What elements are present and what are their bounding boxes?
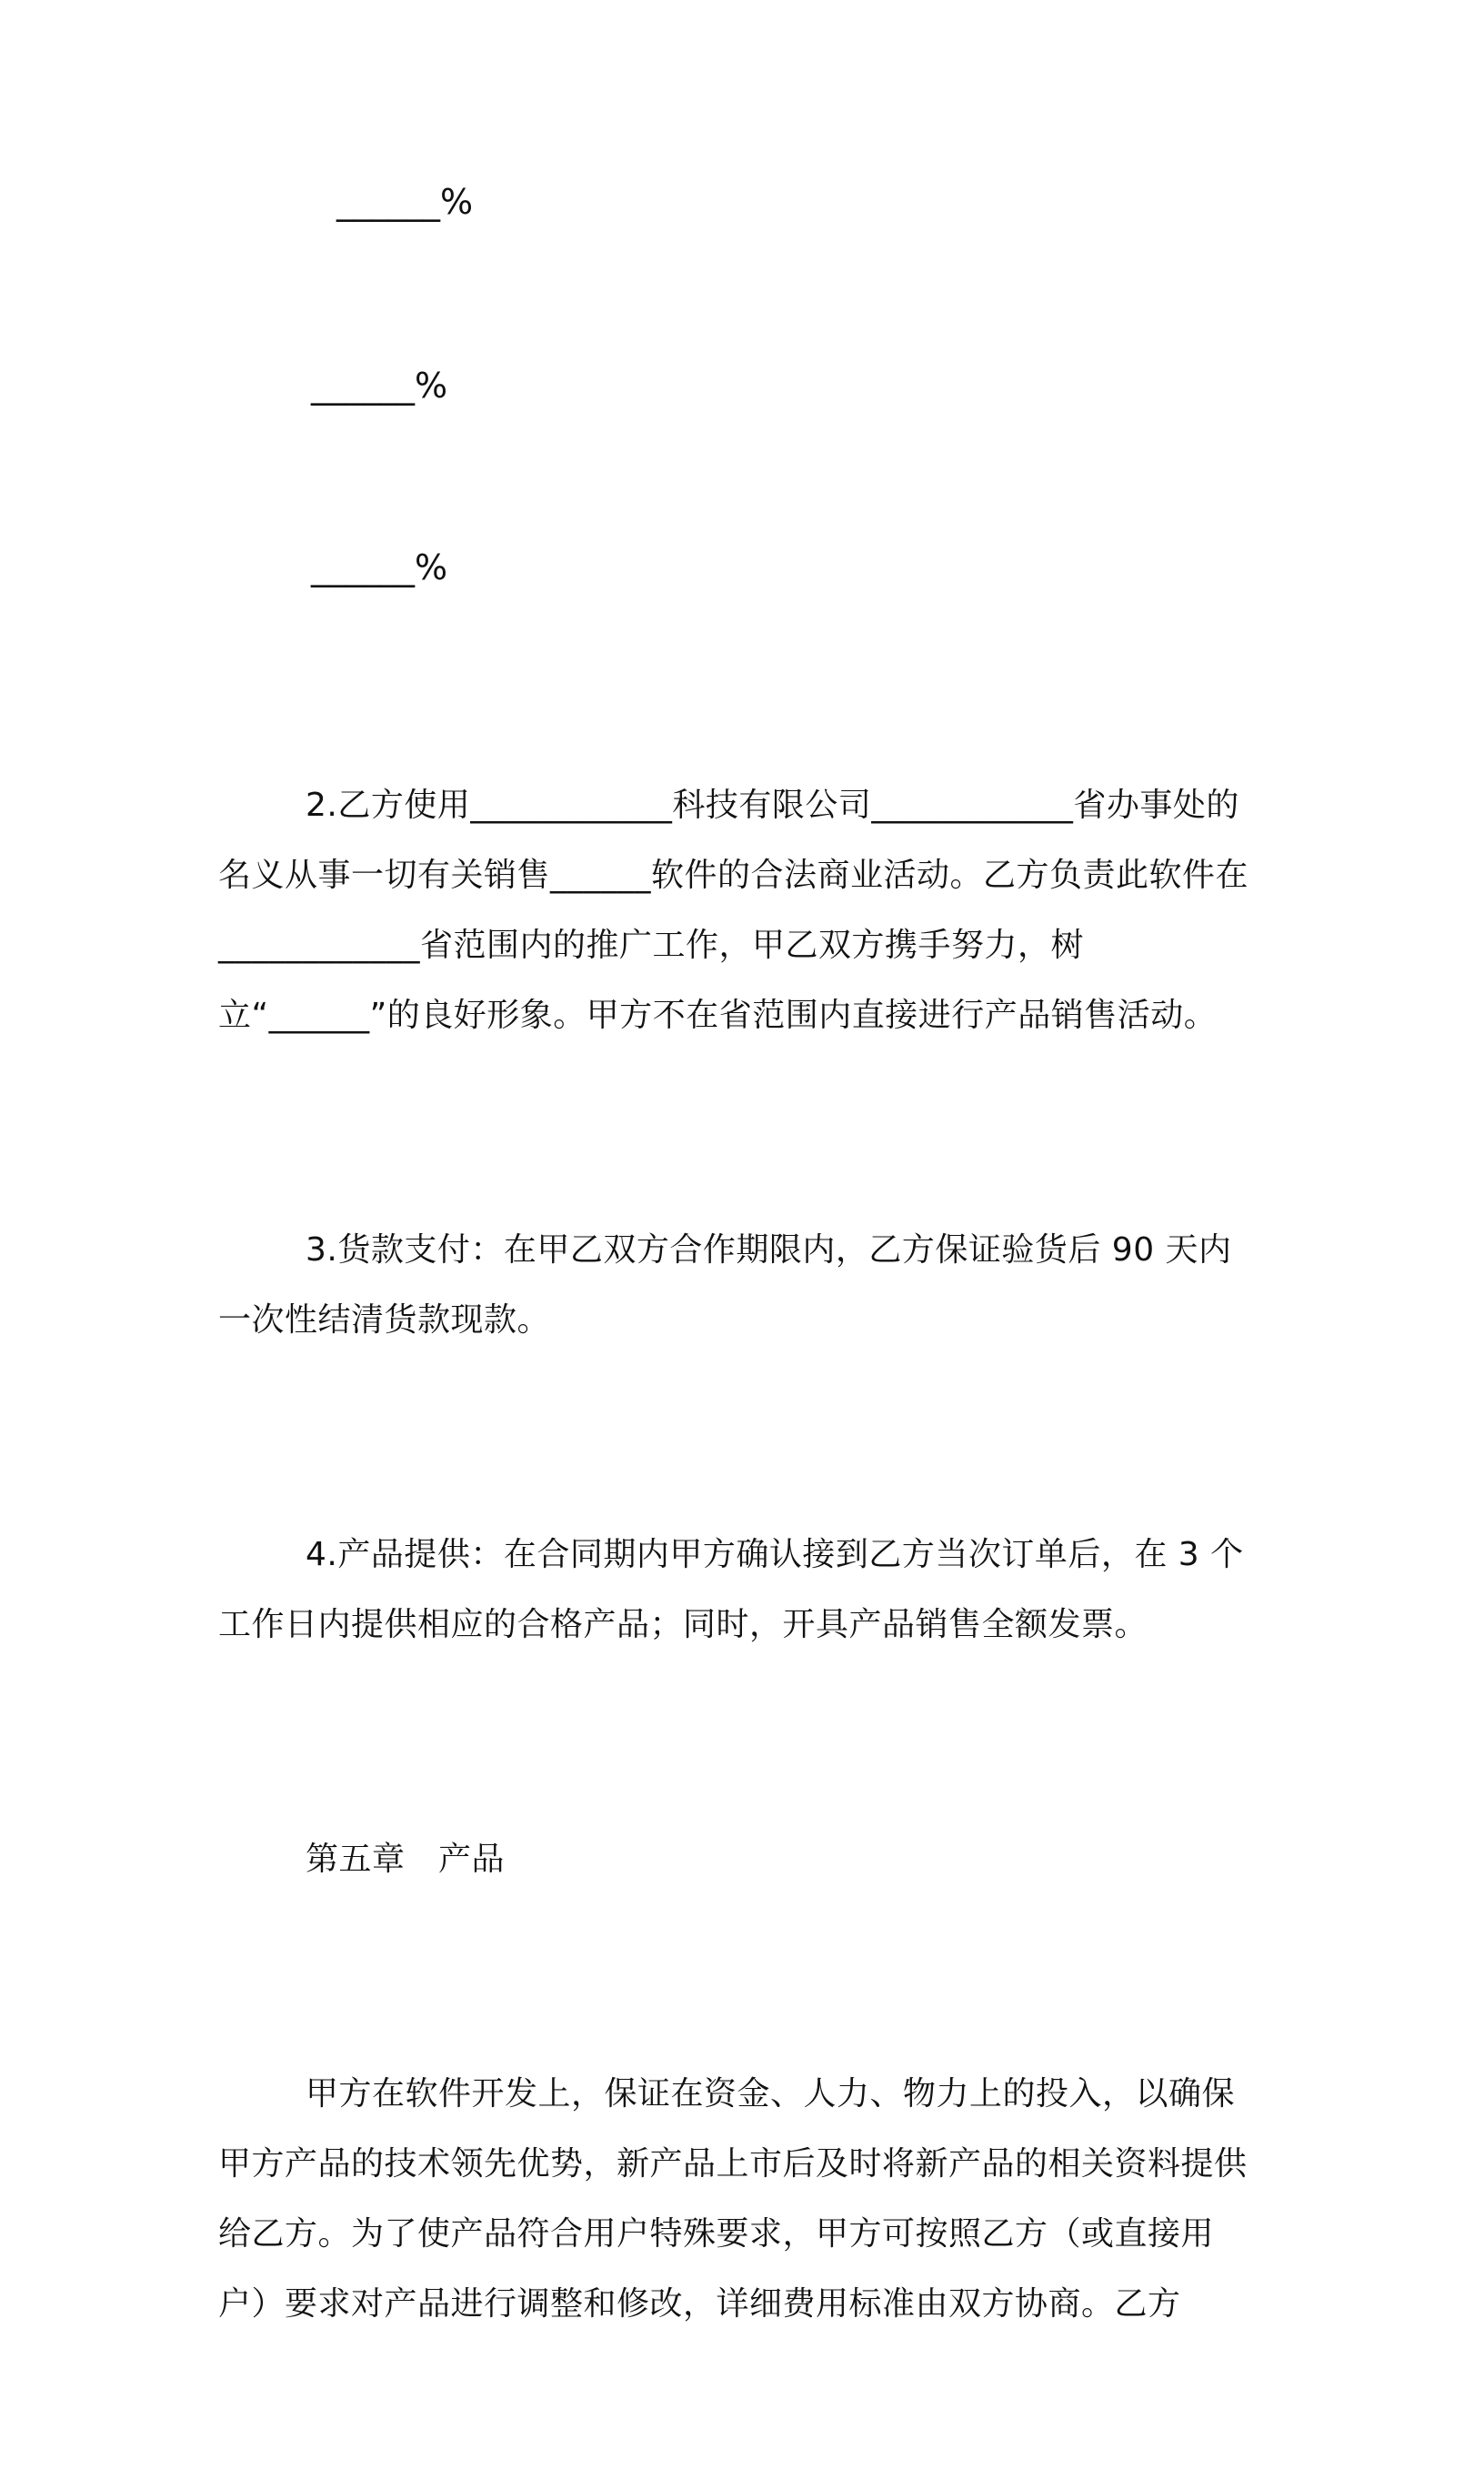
chapter-5-paragraph: 甲方在软件开发上，保证在资金、人力、物力上的投入，以确保甲方产品的技术领先优势，新产品上市后及时将新产品的相关资料提供给乙方。为了使产品符合用户特殊要求，甲方可按照乙方（或直接用户）要求对产品进行调整和修改，详细费用标准由双方协商。乙方 xyxy=(218,2075,1248,2323)
chapter-5-heading: 第五章 产品 xyxy=(306,1841,506,1878)
percentage-blank-2: ______% xyxy=(311,366,448,406)
contract-body xyxy=(218,630,1255,2479)
clause-4-paragraph: 4.产品提供：在合同期内甲方确认接到乙方当次订单后，在 3 个工作日内提供相应的合格产品；同时，开具产品销售全额发票。 xyxy=(218,1536,1244,1643)
percentage-blank-1: ______% xyxy=(336,182,474,222)
clause-2-paragraph: 2.乙方使用____________科技有限公司____________省办事处的名义从事一切有关销售______软件的合法商业活动。乙方负责此软件在____________省范围内的推广工作，甲乙双方携手努力，树立“______”的良好形象。甲方不在省范围内直接进行产品销售活动。 xyxy=(218,787,1249,1034)
clause-3-paragraph: 3.货款支付：在甲乙双方合作期限内，乙方保证验货后 90 天内一次性结清货款现款。 xyxy=(218,1231,1232,1339)
percentage-blank-3: ______% xyxy=(311,547,448,587)
